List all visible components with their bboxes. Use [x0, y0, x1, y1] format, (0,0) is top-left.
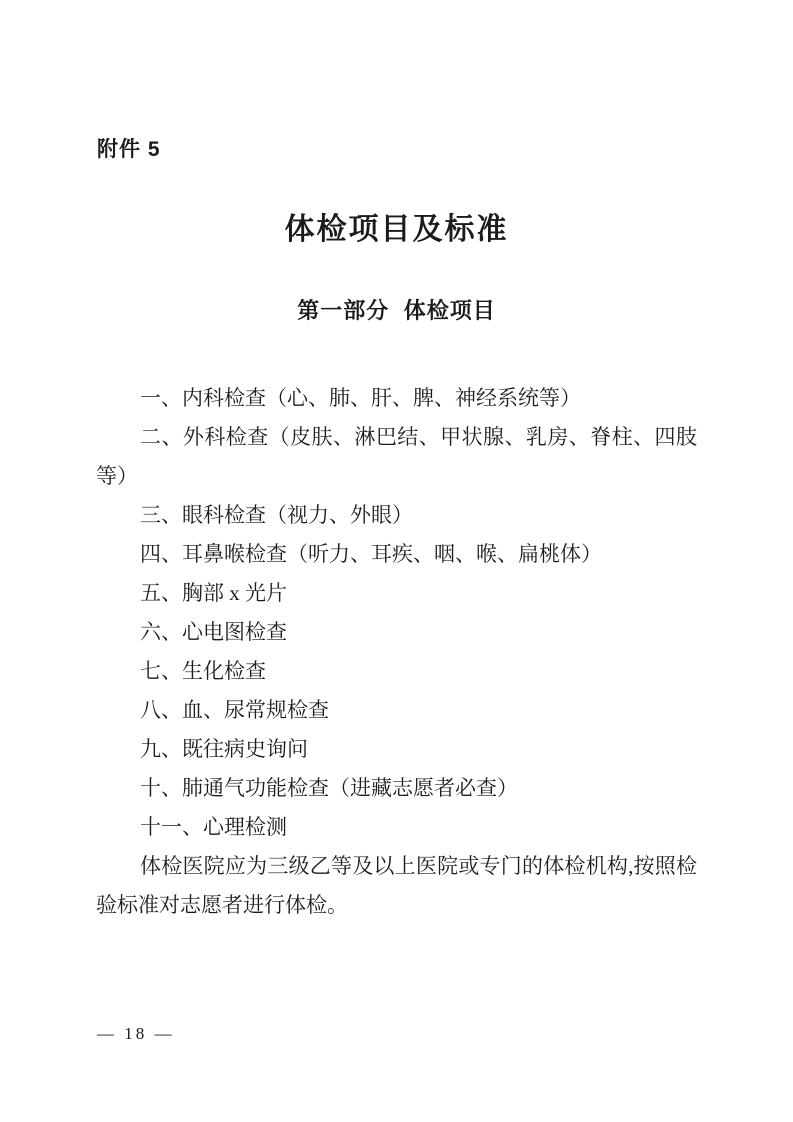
list-item: 九、既往病史询问 — [140, 737, 308, 761]
list-item: 六、心电图检查 — [140, 620, 287, 644]
attachment-label: 附件 5 — [97, 138, 161, 161]
closing-paragraph: 体检医院应为三级乙等及以上医院或专门的体检机构,按照检验标准对志愿者进行体检。 — [96, 854, 697, 917]
list-item: 八、血、尿常规检查 — [140, 698, 329, 722]
list-item: 十、肺通气功能检查（进藏志愿者必查） — [140, 776, 518, 800]
list-item: 十一、心理检测 — [140, 815, 287, 839]
list-item: 七、生化检查 — [140, 659, 266, 683]
document-title: 体检项目及标准 — [284, 213, 509, 246]
list-item: 三、眼科检查（视力、外眼） — [140, 503, 413, 527]
list-item: 五、胸部 x 光片 — [140, 581, 287, 605]
body-text — [96, 379, 697, 925]
page-number: — 18 — — [97, 1024, 175, 1043]
section-heading: 第一部分 体检项目 — [297, 298, 496, 323]
list-item: 四、耳鼻喉检查（听力、耳疾、咽、喉、扁桃体） — [140, 542, 602, 566]
list-item: 二、外科检查（皮肤、淋巴结、甲状腺、乳房、脊柱、四肢等） — [96, 425, 697, 488]
list-item: 一、内科检查（心、肺、肝、脾、神经系统等） — [140, 386, 581, 410]
